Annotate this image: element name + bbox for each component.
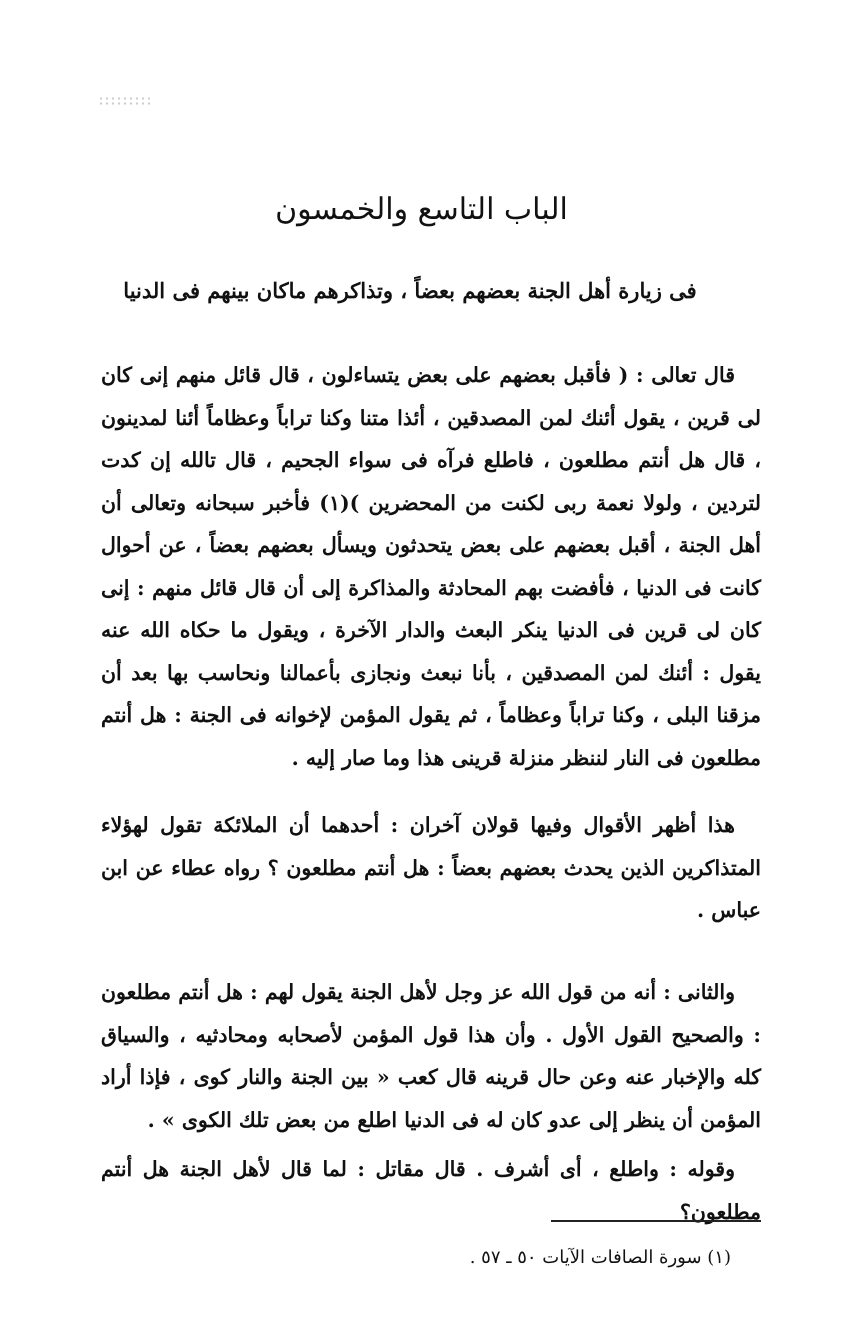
chapter-title: الباب التاسع والخمسون [275, 192, 568, 227]
chapter-subtitle: فى زيارة أهل الجنة بعضهم بعضاً ، وتذاكرهم ماكان بينهم فى الدنيا [123, 278, 697, 303]
page-speckle [98, 96, 150, 106]
paragraph-1: قال تعالى : ( فأقبل بعضهم على بعض يتساءلون ، قال قائل منهم إنى كان لى قرين ، يقول أئنك لمن المصدقين ، أئذا متنا وكنا تراباً وعظاماً أئنا لمدينون ، قال هل أنتم مطلعون ، فاطلع فرآه فى سواء الجحيم ، قال تالله إن كدت لتردين ، ولولا نعمة ربى لكنت من المحضرين )(١) فأخبر سبحانه وتعالى أن أهل الجنة ، أقبل بعضهم على بعض يتحدثون ويسأل بعضهم بعضاً ، عن أحوال كانت فى الدنيا ، فأفضت بهم المحادثة والمذاكرة إلى أن قال قائل منهم : إنى كان لى قرين فى الدنيا ينكر البعث والدار الآخرة ، ويقول ما حكاه الله عنه يقول : أئنك لمن المصدقين ، بأنا نبعث ونجازى بأعمالنا ونحاسب بها بعد أن مزقنا البلى ، وكنا تراباً وعظاماً ، ثم يقول المؤمن لإخوانه فى الجنة : هل أنتم مطلعون فى النار لننظر منزلة قرينى هذا وما صار إليه . [101, 363, 761, 770]
paragraph-3: والثانى : أنه من قول الله عز وجل لأهل الجنة يقول لهم : هل أنتم مطلعون : والصحيح القول الأول . وأن هذا قول المؤمن لأصحابه ومحادثيه ، والسياق كله والإخبار عنه وعن حال قرينه قال كعب « بين الجنة والنار كوى ، فإذا أراد المؤمن أن ينظر إلى عدو كان له فى الدنيا اطلع من بعض تلك الكوى » . [101, 980, 761, 1132]
footnote: (١) سورة الصافات الآيات ٥٠ ـ ٥٧ . [469, 1247, 731, 1268]
paragraph-4: وقوله : واطلع ، أى أشرف . قال مقاتل : لما قال لأهل الجنة هل أنتم مطلعون؟ [101, 1157, 761, 1224]
paragraph-2: هذا أظهر الأقوال وفيها قولان آخران : أحدهما أن الملائكة تقول لهؤلاء المتذاكرين الذين يحدث بعضهم بعضاً : هل أنتم مطلعون ؟ رواه عطاء عن ابن عباس . [101, 813, 761, 922]
footnote-separator [551, 1220, 761, 1222]
